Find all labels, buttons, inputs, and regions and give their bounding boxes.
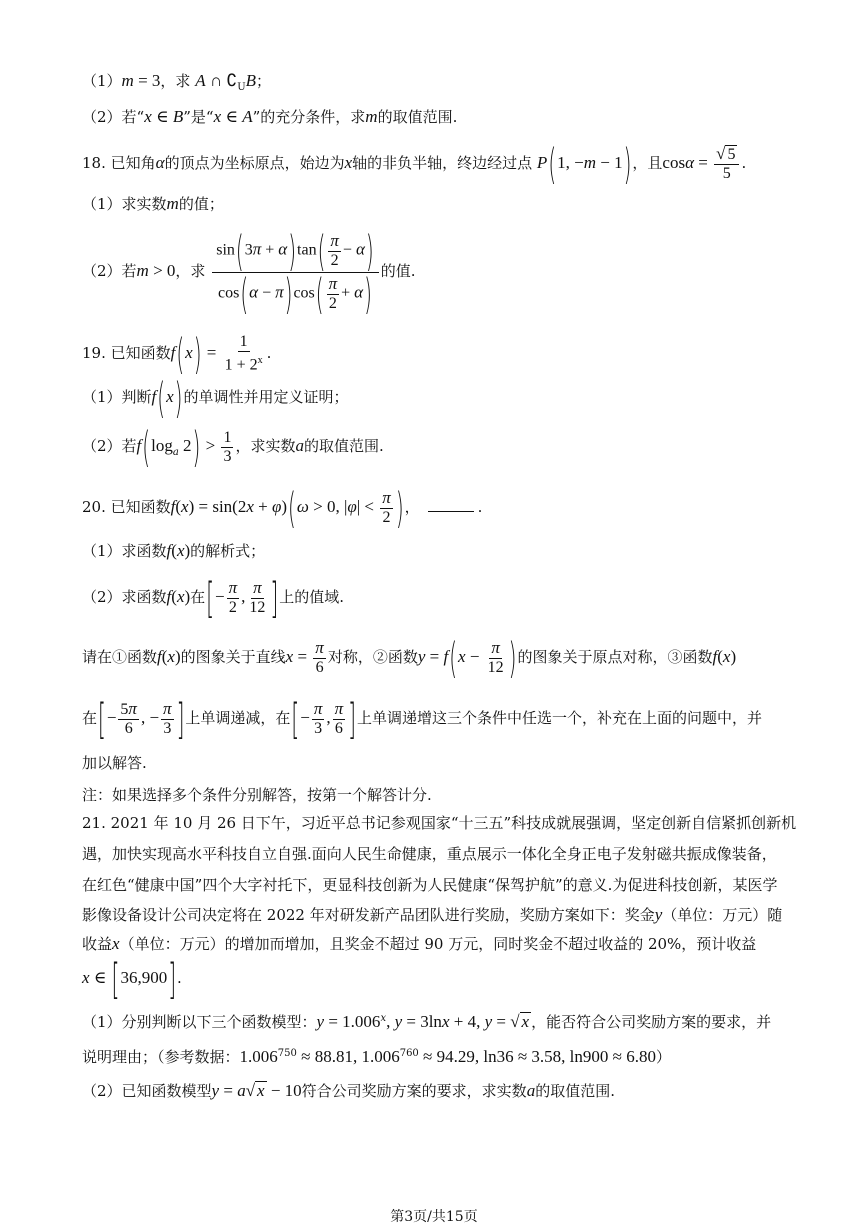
q20-conditions-line1: 请在①函数f(x)的图象关于直线x = $\frac{\pi}{6}$ 对称，②函数y = f(x − $\frac{\pi}{12}$ )的图象关于原点对称，③函数f(x) [82, 632, 737, 684]
q21-part1-line2: 说明理由；（参考数据：$1.006^{750} \approx 88.81$, $1.006^{760} \approx 94.29$, ln36 ≈ 3.58, ln900 ≈ 6.80） [82, 1047, 671, 1066]
q21-line4: 影像设备设计公司决定将在 2022 年对研发新产品团队进行奖励，奖励方案如下：奖金y（单位：万元）随 [82, 905, 783, 924]
q17-part2: （2）若“x ∈ B”是“x ∈ A”的充分条件，求m的取值范围. [82, 107, 458, 126]
q20-conditions-line2: 在[− $\frac{5\pi}{6}$ , − $\frac{\pi}{3}$ ]上单调递减，在[− $\frac{\pi}{3}$ , $\frac{\pi}{6}$ ]上单调递增这三个条件中任选一个，补充在上面的问题中，并 [82, 693, 762, 745]
q20-note: 注：如果选择多个条件分别解答，按第一个解答计分. [82, 786, 432, 804]
q20-conditions-line3: 加以解答. [82, 754, 147, 772]
q21-part2: （2）已知函数模型y = a√ x − 10符合公司奖励方案的要求，求实数a的取值范围. [82, 1081, 615, 1100]
q21-line2: 遇，加快实现高水平科技自立自强.面向人民生命健康，重点展示一体化全身正电子发射磁共振成像装备， [82, 845, 777, 863]
q21-line6: x ∈ [36,900]. [82, 953, 182, 1005]
answer-blank [428, 495, 474, 512]
q17-part1: （1）m = 3，求 A ∩ $∁_UB$； [82, 71, 272, 93]
q20-part2: （2）求函数f(x)在[− $\frac{\pi}{2}$ , $\frac{\pi}{12}$ ]上的值域. [82, 572, 344, 624]
q21-line5: 收益x（单位：万元）的增加而增加，且奖金不超过 90 万元，同时奖金不超过收益的 20%，预计收益 [82, 934, 757, 953]
q18-stem: 18. 已知角α的顶点为坐标原点，始边为x轴的非负半轴，终边经过点 P(1, −m − 1)，且cosα = $\frac{√ 5}{5}$ . [82, 138, 747, 190]
q21-part1: （1）分别判断以下三个函数模型：$y = 1.006^x$, y = 3lnx + 4, y = √ x ，能否符合公司奖励方案的要求，并 [82, 1012, 772, 1031]
q20-part1: （1）求函数f(x)的解析式； [82, 541, 266, 560]
q20-stem: 20. 已知函数f(x) = sin(2x + φ)(ω > 0, |φ| < $\frac{\pi}{2}$ )， . [82, 482, 483, 534]
q19-part1: （1）判断f(x)的单调性并用定义证明； [82, 372, 349, 424]
q21-line1: 21. 2021 年 10 月 26 日下午，习近平总书记参观国家“十三五”科技成就展强调，坚定创新自信紧抓创新机 [82, 814, 797, 832]
q21-line3: 在红色“健康中国”四个大字衬托下，更显科技创新为人民健康“保驾护航”的意义.为促进科技创新，某医学 [82, 876, 778, 894]
page-footer: 第3页/共15页 [390, 1209, 478, 1225]
q18-part1: （1）求实数m的值； [82, 194, 224, 213]
q19-stem: 19. 已知函数f(x) = $\frac{1}{1 + 2^x}$ . [82, 328, 272, 380]
q18-part2: （2）若m > 0，求 sin(3π + α)tan( $\frac{\pi}{2}$ − α) cos(α − π)cos( $\frac{\pi}{2}$ + α) 的值. [82, 225, 416, 319]
q19-part2: （2）若$f(\log_a$ 2) > $\frac{1}{3}$ ，求实数a的取值范围. [82, 421, 384, 473]
